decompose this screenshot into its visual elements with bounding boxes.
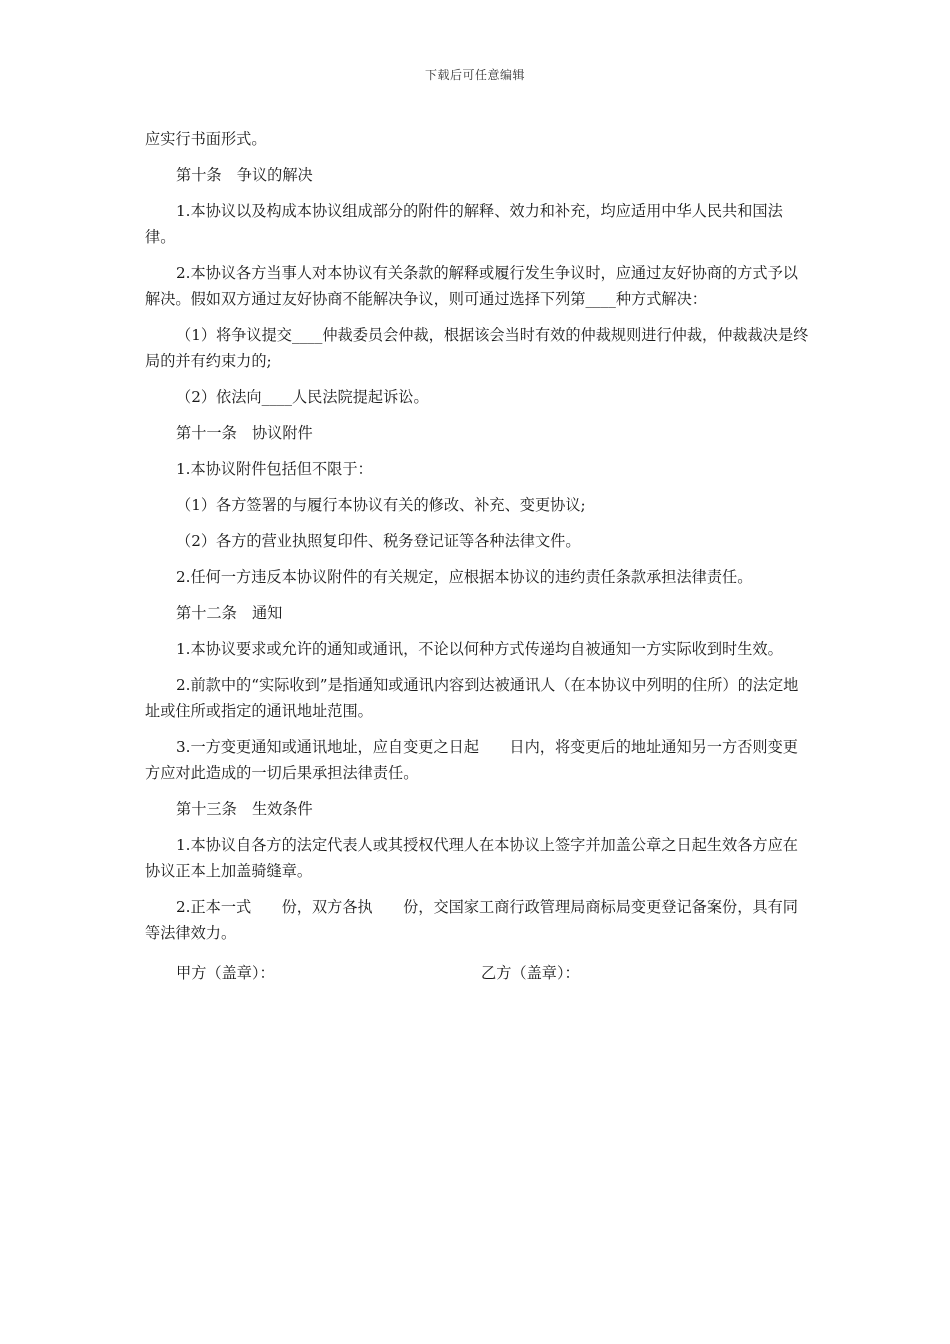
page-header: 下载后可任意编辑 [424, 68, 525, 82]
article-heading: 第十三条 生效条件 [176, 800, 313, 818]
paragraph: （1）各方签署的与履行本协议有关的修改、补充、变更协议; [176, 496, 586, 514]
article-heading: 第十二条 通知 [176, 604, 283, 622]
paragraph: 2.任何一方违反本协议附件的有关规定，应根据本协议的违约责任条款承担法律责任。 [176, 568, 753, 586]
paragraph: （1）将争议提交____仲裁委员会仲裁，根据该会当时有效的仲裁规则进行仲裁，仲裁裁决是终局的并有约束力的; [145, 326, 809, 370]
party-b-seal-label: 乙方（盖章）： [481, 964, 580, 982]
paragraph: （2）依法向____人民法院提起诉讼。 [176, 388, 429, 406]
document-body [145, 126, 811, 986]
paragraph: 3.一方变更通知或通讯地址，应自变更之日起 日内，将变更后的地址通知另一方否则变更方应对此造成的一切后果承担法律责任。 [145, 738, 798, 782]
paragraph: 2.本协议各方当事人对本协议有关条款的解释或履行发生争议时，应通过友好协商的方式予以解决。假如双方通过友好协商不能解决争议，则可通过选择下列第____种方式解决： [145, 264, 798, 308]
paragraph: 1.本协议要求或允许的通知或通讯，不论以何种方式传递均自被通知一方实际收到时生效。 [176, 640, 783, 658]
party-a-seal-label: 甲方（盖章）： [176, 964, 275, 982]
paragraph: 1.本协议自各方的法定代表人或其授权代理人在本协议上签字并加盖公章之日起生效各方应在协议正本上加盖骑缝章。 [145, 836, 798, 880]
paragraph: 应实行书面形式。 [145, 130, 267, 148]
paragraph: （2）各方的营业执照复印件、税务登记证等各种法律文件。 [176, 532, 581, 550]
article-heading: 第十条 争议的解决 [176, 166, 313, 184]
article-heading: 第十一条 协议附件 [176, 424, 313, 442]
paragraph: 2.正本一式 份，双方各执 份，交国家工商行政管理局商标局变更登记备案份，具有同等法律效力。 [145, 898, 798, 942]
paragraph: 1.本协议以及构成本协议组成部分的附件的解释、效力和补充，均应适用中华人民共和国法律。 [145, 202, 783, 246]
signature-line [145, 960, 811, 986]
paragraph: 2.前款中的“实际收到”是指通知或通讯内容到达被通讯人（在本协议中列明的住所）的法定地址或住所或指定的通讯地址范围。 [145, 676, 799, 720]
paragraph: 1.本协议附件包括但不限于： [176, 460, 373, 478]
